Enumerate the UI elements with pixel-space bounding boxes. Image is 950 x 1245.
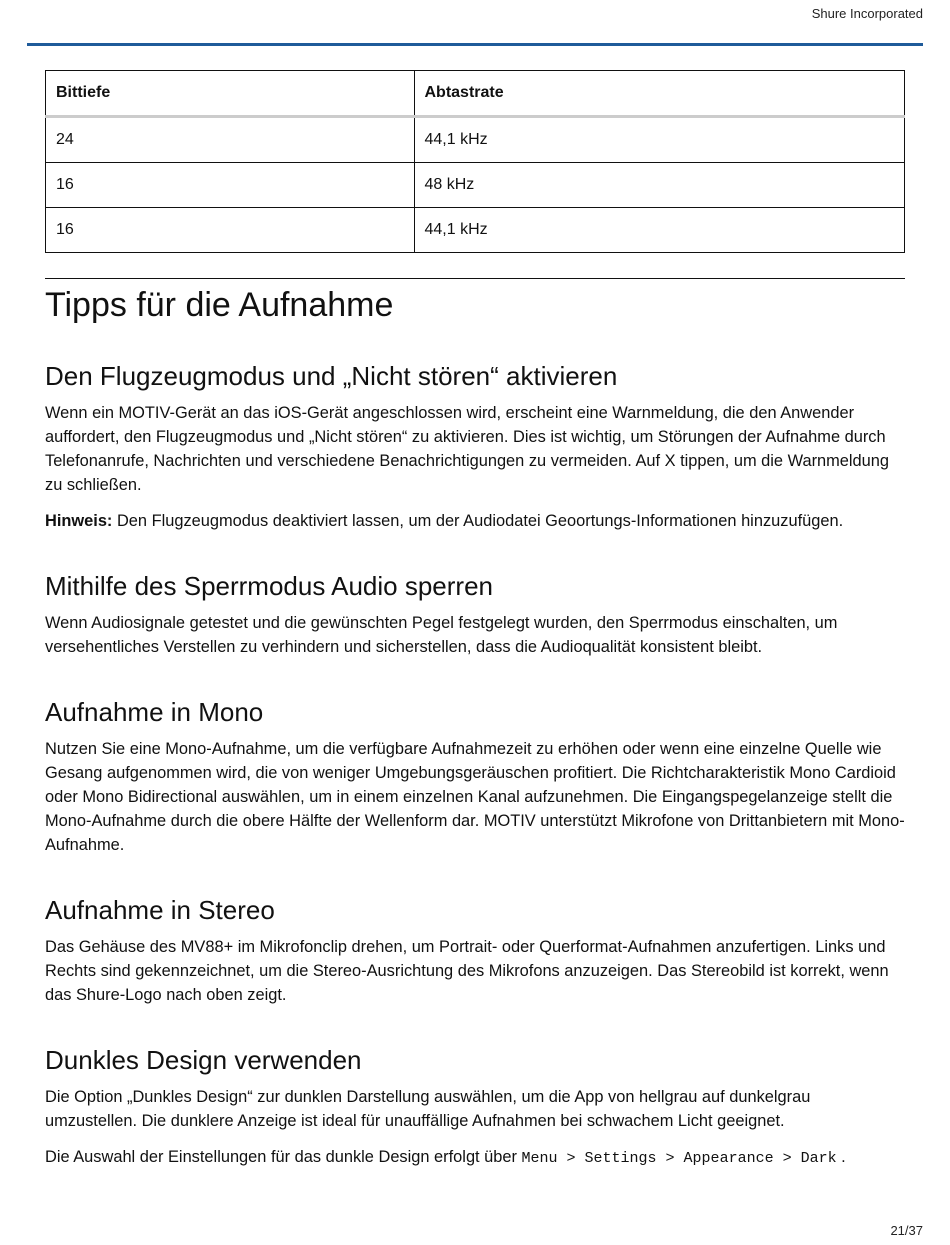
page-content	[45, 70, 905, 1171]
note-label: Hinweis:	[45, 512, 113, 530]
section-heading-flight-mode: Den Flugzeugmodus und „Nicht stören“ aktivieren	[45, 361, 618, 391]
table-header-bit-depth: Bittiefe	[46, 71, 415, 117]
settings-path-end: .	[836, 1148, 846, 1166]
section-paragraph: Wenn ein MOTIV-Gerät an das iOS-Gerät angeschlossen wird, erscheint eine Warnmeldung, die den Anwender auffordert, den Flugzeugmodus und „Nicht stören“ zu aktivieren. Dies ist wichtig, um Störungen der Aufnahme durch Telefonanrufe, Nachrichten und verschiedene Benachrichtigungen zu vermeiden. Auf X tippen, um die Warnmeldung zu schließen.	[45, 404, 890, 494]
company-name: Shure Incorporated	[811, 6, 923, 21]
table-cell: 24	[46, 117, 415, 163]
header-rule	[27, 43, 923, 46]
table-row	[46, 163, 905, 208]
settings-path-text: Die Auswahl der Einstellungen für das dunkle Design erfolgt über	[45, 1148, 522, 1166]
settings-path-code: Menu > Settings > Appearance > Dark	[521, 1150, 837, 1167]
table-header-row	[46, 71, 905, 117]
page-title: Tipps für die Aufnahme	[45, 286, 394, 324]
section-heading-dark-design: Dunkles Design verwenden	[45, 1045, 362, 1075]
table-cell: 44,1 kHz	[414, 117, 905, 163]
table-row	[46, 208, 905, 253]
settings-path-paragraph	[45, 1145, 905, 1171]
table-cell: 16	[46, 163, 415, 208]
table-cell: 16	[46, 208, 415, 253]
section-heading-mono: Aufnahme in Mono	[45, 697, 264, 727]
section-paragraph: Wenn Audiosignale getestet und die gewünschten Pegel festgelegt wurden, den Sperrmodus einschalten, um versehentliches Verstellen zu verhindern und sicherstellen, dass die Audioqualität konsistent bleibt.	[45, 614, 838, 656]
note-text: Den Flugzeugmodus deaktiviert lassen, um der Audiodatei Geoortungs-Informationen hinzuzufügen.	[112, 512, 844, 530]
table-cell: 48 kHz	[414, 163, 905, 208]
table-row	[46, 117, 905, 163]
table-cell: 44,1 kHz	[414, 208, 905, 253]
section-paragraph: Das Gehäuse des MV88+ im Mikrofonclip drehen, um Portrait- oder Querformat-Aufnahmen anzufertigen. Links und Rechts sind gekennzeichnet, um die Stereo-Ausrichtung des Mikrofons anzuzeigen. Das Stereobild ist korrekt, wenn das Shure-Logo nach oben zeigt.	[45, 938, 889, 1004]
title-rule	[45, 278, 905, 279]
section-paragraph: Die Option „Dunkles Design“ zur dunklen Darstellung auswählen, um die App von hellgrau auf dunkelgrau umzustellen. Die dunklere Anzeige ist ideal für unauffällige Aufnahmen bei schwachem Licht geeignet.	[45, 1088, 811, 1130]
note-paragraph	[45, 509, 905, 533]
section-heading-stereo: Aufnahme in Stereo	[45, 895, 275, 925]
section-paragraph: Nutzen Sie eine Mono-Aufnahme, um die verfügbare Aufnahmezeit zu erhöhen oder wenn eine einzelne Quelle wie Gesang aufgenommen wird, die von weniger Umgebungsgeräuschen profitiert. Die Richtcharakteristik Mono Cardioid oder Mono Bidirectional auswählen, um in einem einzelnen Kanal aufzunehmen. Die Eingangspegelanzeige stellt die Mono-Aufnahme durch die obere Hälfte der Wellenform dar. MOTIV unterstützt Mikrofone von Drittanbietern mit Mono-Aufnahme.	[45, 740, 905, 854]
page-number: 21/37	[890, 1223, 923, 1238]
section-heading-lock-mode: Mithilfe des Sperrmodus Audio sperren	[45, 571, 494, 601]
table-header-sample-rate: Abtastrate	[414, 71, 905, 117]
bit-depth-table	[45, 70, 905, 253]
